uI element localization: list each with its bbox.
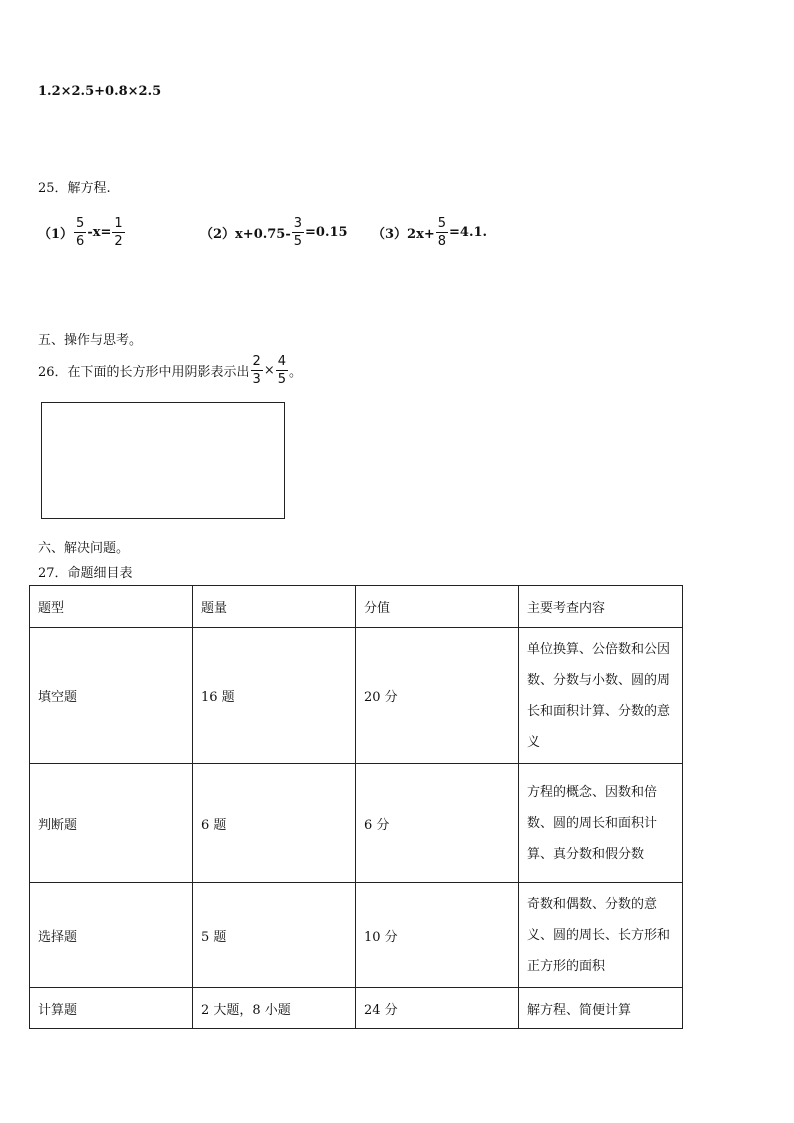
equation-3 (372, 212, 487, 252)
table-row (30, 628, 683, 764)
eq3-tail: =4.1. (449, 224, 488, 240)
table-cell: 选择题 (30, 883, 193, 988)
calc-expression: 1.2×2.5+0.8×2.5 (38, 84, 162, 99)
table-cell: 方程的概念、因数和倍数、圆的周长和面积计算、真分数和假分数 (519, 764, 683, 883)
table-cell: 判断题 (30, 764, 193, 883)
q26-frac-b-den: 5 (277, 371, 287, 387)
eq1-frac-a-num: 5 (76, 215, 85, 231)
eq2-frac-num: 3 (293, 215, 303, 231)
table-cell: 6 题 (193, 764, 356, 883)
q26-end: 。 (289, 364, 303, 380)
eq3-frac-num: 5 (437, 215, 447, 231)
eq3-fraction (436, 215, 448, 250)
shading-rectangle[interactable] (41, 402, 285, 519)
equation-2 (200, 212, 348, 252)
table-row (30, 988, 683, 1029)
table-cell: 计算题 (30, 988, 193, 1029)
table-cell: 解方程、简便计算 (519, 988, 683, 1029)
q26-fraction-b (276, 353, 288, 388)
q27-title: 27．命题细目表 (38, 566, 133, 581)
table-cell: 填空题 (30, 628, 193, 764)
q26-frac-a-den: 3 (252, 371, 261, 387)
table-cell: 5 题 (193, 883, 356, 988)
eq3-frac-den: 8 (437, 233, 447, 249)
eq1-fraction-a (74, 215, 86, 250)
equation-1 (38, 212, 126, 252)
header-cell: 题型 (30, 586, 193, 628)
table-row (30, 883, 683, 988)
q26-times: × (263, 362, 275, 378)
eq1-fraction-b (112, 215, 124, 250)
header-cell: 主要考查内容 (519, 586, 683, 628)
table-cell: 6 分 (356, 764, 519, 883)
table-cell: 16 题 (193, 628, 356, 764)
eq1-frac-b-den: 2 (114, 233, 123, 249)
eq2-frac-den: 5 (293, 233, 303, 249)
q26-fraction-a (251, 353, 263, 388)
eq2-fraction (292, 215, 304, 250)
eq1-frac-b-num: 1 (114, 215, 123, 231)
q26-text: 26．在下面的长方形中用阴影表示出 (38, 364, 250, 380)
header-cell: 题量 (193, 586, 356, 628)
eq1-mid: -x= (87, 224, 112, 240)
table-cell: 10 分 (356, 883, 519, 988)
q26-frac-b-num: 4 (277, 353, 287, 369)
table-cell: 24 分 (356, 988, 519, 1029)
q26-prompt (38, 352, 302, 388)
section-5-heading: 五、操作与思考。 (38, 333, 143, 348)
table-cell: 2 大题，8 小题 (193, 988, 356, 1029)
eq2-tail: =0.15 (305, 224, 348, 240)
header-cell: 分值 (356, 586, 519, 628)
q26-frac-a-num: 2 (252, 353, 261, 369)
eq3-label: （3）2x+ (372, 226, 435, 242)
table-row (30, 764, 683, 883)
eq1-frac-a-den: 6 (76, 233, 85, 249)
table-cell: 20 分 (356, 628, 519, 764)
q25-title: 25．解方程. (38, 181, 111, 196)
table-cell: 奇数和偶数、分数的意义、圆的周长、长方形和正方形的面积 (519, 883, 683, 988)
table-header-row (30, 586, 683, 628)
eq1-label: （1） (38, 226, 74, 242)
section-6-heading: 六、解决问题。 (38, 541, 130, 556)
spec-table (29, 585, 683, 1029)
eq2-label: （2）x+0.75- (200, 226, 291, 242)
table-cell: 单位换算、公倍数和公因数、分数与小数、圆的周长和面积计算、分数的意义 (519, 628, 683, 764)
